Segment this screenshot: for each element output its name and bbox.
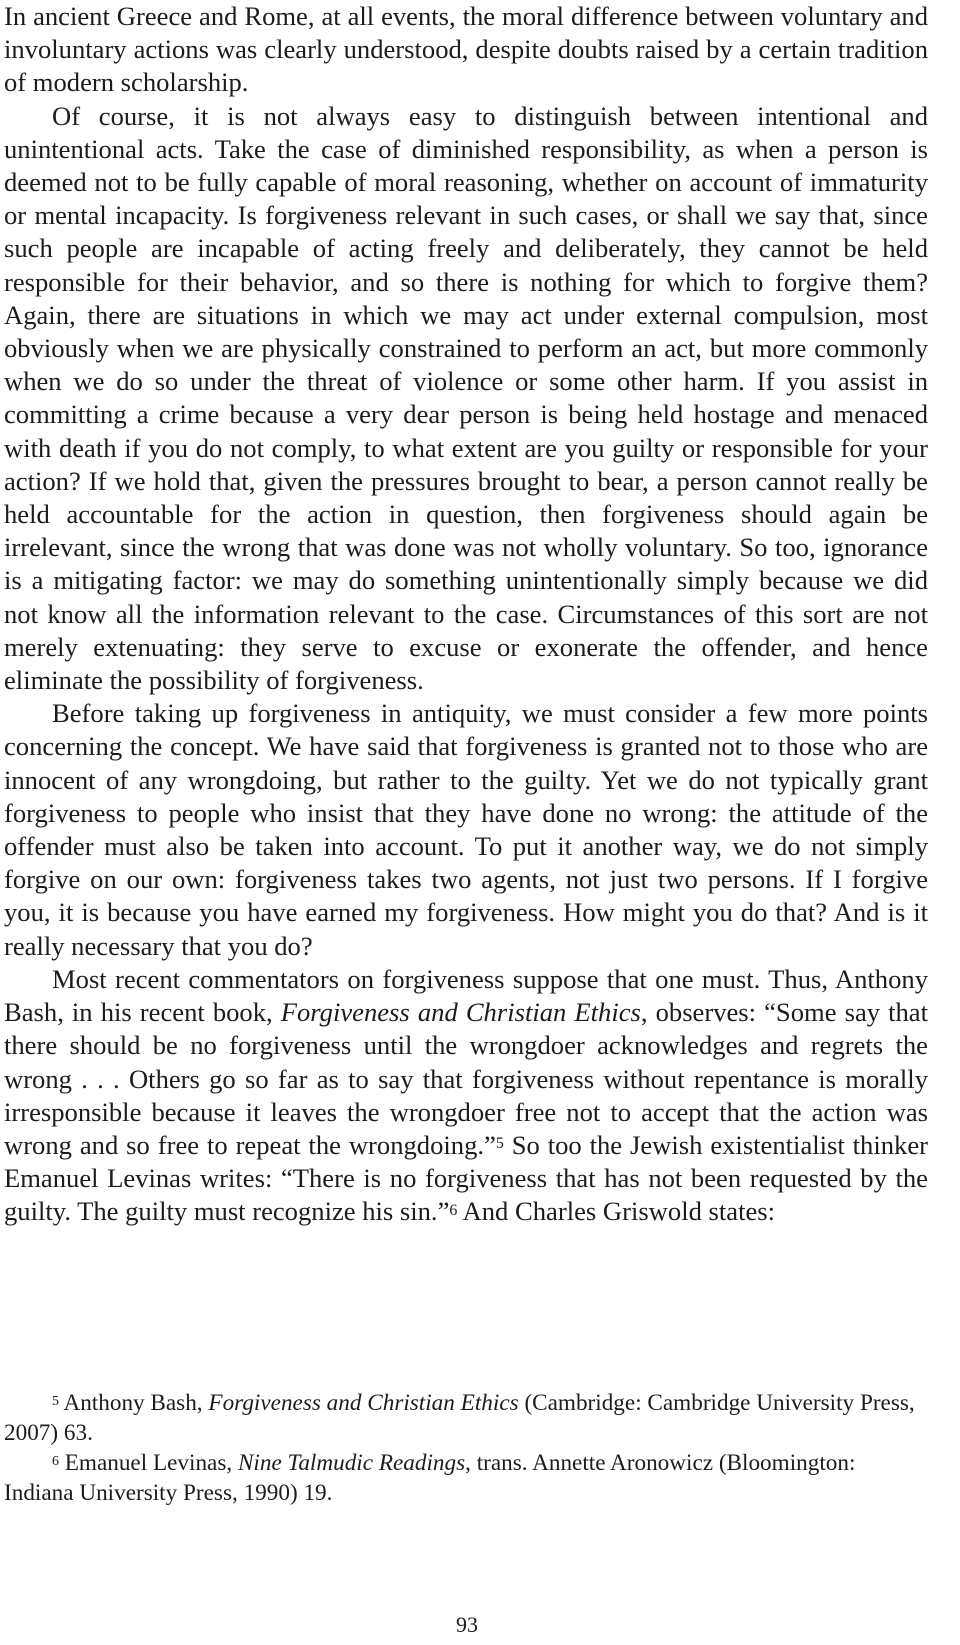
footnote-6-title: Nine Talmudic Readings bbox=[237, 1450, 466, 1476]
paragraph-4-part-c: So too the Jewish existentialist thinker Emanuel Levinas writes: “There is no forgiveness that has not been requested by the guilty. The guilty must recognize his sin.” bbox=[4, 1129, 928, 1227]
paragraph-1: In ancient Greece and Rome, at all events, the moral difference between voluntary and involuntary actions was clearly understood, despite doubts raised by a certain tradition of modern scholarship. bbox=[4, 1, 928, 98]
paragraph-4-part-d: And Charles Griswold states: bbox=[457, 1196, 775, 1227]
paragraph-2: Of course, it is not always easy to distinguish between intentional and unintentional acts. Take the case of diminished responsibility, as when a person is deemed not to be fully capable of moral reasoning, whether on account of immaturity or mental incapacity. Is forgiveness relevant in such cases, or shall we say that, since such people are incapable of acting freely and deliberately, they cannot be held responsible for their behavior, and so there is nothing for which to forgive them? Again, there are situations in which we may act under external compulsion, most obviously when we are physically constrained to perform an act, but more commonly when we do so under the threat of violence or some other harm. If you assist in committing a crime because a very dear person is being held hostage and menaced with death if you do not comply, to what extent are you guilty or responsible for your action? If we hold that, given the pressures brought to bear, a person cannot really be held accountable for the action in question, then forgiveness should again be irrelevant, since the wrong that was done was not wholly voluntary. So too, ignorance is a mitigating factor: we may do something unintentionally simply because we did not know all the information relevant to the case. Circumstances of this sort are not merely extenuating: they serve to excuse or exonerate the offender, and hence eliminate the possibility of forgiveness. bbox=[4, 100, 928, 696]
footnote-ref-5[interactable]: 5 bbox=[495, 1135, 504, 1153]
footnote-6-pre: Emanuel Levinas, bbox=[58, 1450, 238, 1476]
footnote-6-post: , trans. Annette Aronowicz (Bloomington: Indiana University Press, 1990) 19. bbox=[4, 1450, 856, 1506]
footnote-5-pre: Anthony Bash, bbox=[58, 1390, 209, 1416]
footnote-number-6: 6 bbox=[52, 1454, 59, 1470]
paragraph-4-part-a: Most recent commentators on forgiveness suppose that one must. Thus, Anthony Bash, in his recent book, bbox=[4, 963, 928, 1028]
paragraph-4-part-b: , observes: “Some say that there should be no forgiveness until the wrongdoer acknowledges and regrets the wrong . . . Others go so far as to say that forgiveness without repentance is morally irresponsible because it leaves the wrongdoer free not to accept that the action was wrong and so free to repeat the wrongdoing.” bbox=[4, 997, 929, 1160]
paragraph-4 bbox=[4, 963, 928, 1229]
paragraph-3: Before taking up forgiveness in antiquity, we must consider a few more points concerning the concept. We have said that forgiveness is granted not to those who are innocent of any wrongdoing, but rather to the guilty. Yet we do not typically grant forgiveness to people who insist that they have done no wrong: the attitude of the offender must also be taken into account. To put it another way, we do not simply forgive on our own: forgiveness takes two agents, not just two persons. If I forgive you, it is because you have earned my forgiveness. How might you do that? And is it really necessary that you do? bbox=[4, 698, 928, 961]
footnote-5 bbox=[4, 1388, 928, 1448]
body-text bbox=[4, 0, 928, 1229]
page-body bbox=[4, 0, 928, 1229]
page-number: 93 bbox=[456, 1612, 478, 1637]
footnotes bbox=[4, 1388, 928, 1508]
footnote-number-5: 5 bbox=[52, 1394, 59, 1410]
footnote-6 bbox=[4, 1448, 928, 1508]
book-title-bash: Forgiveness and Christian Ethics bbox=[280, 997, 641, 1028]
footnote-5-post: (Cambridge: Cambridge University Press, 2007) 63. bbox=[4, 1390, 915, 1446]
footnote-ref-6[interactable]: 6 bbox=[449, 1201, 458, 1219]
footnote-5-title: Forgiveness and Christian Ethics bbox=[208, 1390, 519, 1416]
